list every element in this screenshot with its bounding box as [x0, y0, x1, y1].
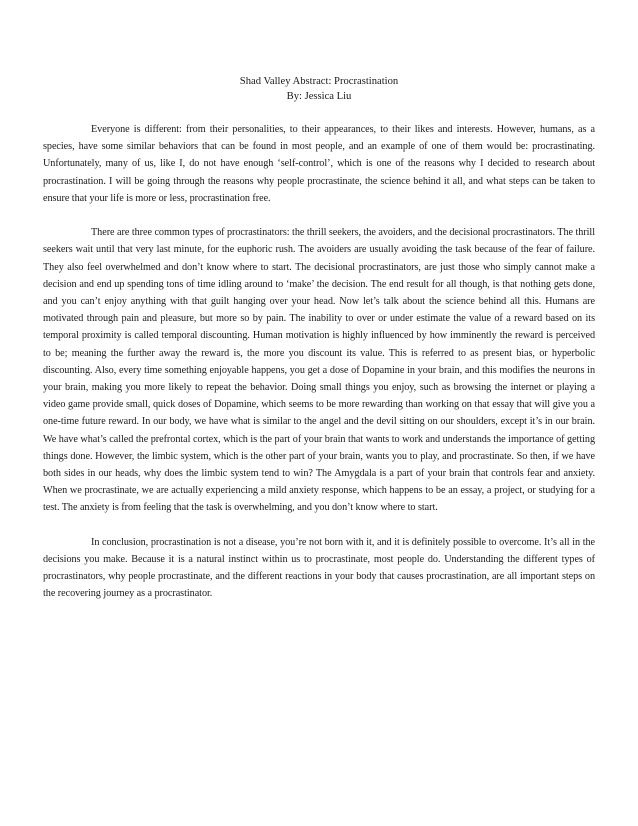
document-title: Shad Valley Abstract: Procrastination	[239, 76, 399, 87]
document-author: By: Jessica Liu	[286, 91, 352, 102]
document-body	[43, 121, 595, 620]
paragraph-introduction: Everyone is different: from their personalities, to their appearances, to their likes and interests. However, humans, as a species, have some similar behaviors that can be found in most people, and an example of one of them would be: procrastinating. Unfortunately, many of us, like I, do not have enough ‘self-control’, which is one of the reasons why I decided to research about procrastination. I will be going through the reasons why people procrastinate, the science behind it all, and what steps can be taken to ensure that your life is more or less, procrastination free.	[43, 124, 595, 204]
paragraph-types-and-science: There are three common types of procrastinators: the thrill seekers, the avoiders, and the decisional procrastinators. The thrill seekers wait until that very last minute, for the euphoric rush. The avoiders are usually avoiding the task because of the fear of failure. They also feel overwhelmed and don’t know where to start. The decisional procrastinators, are just those who simply cannot make a decision and end up spending tons of time idling around to ‘make’ the decision. The end result for all though, is that nothing gets done, and you can’t enjoy anything with that guilt hanging over your head. Now let’s talk about the science behind all this. Humans are motivated through pain and pleasure, but more so by pain. The inability to over or under estimate the value of a reward based on its temporal proximity is called temporal discounting. Human motivation is highly influenced by how imminently the reward is perceived to be; meaning the further away the reward is, the more you discount its value. This is referred to as present bias, or hyperbolic discounting. Also, every time something enjoyable happens, you get a dose of Dopamine in your brain, and this modifies the neurons in your brain, making you more likely to repeat the behavior. Doing small things you enjoy, such as browsing the internet or playing a video game provide small, quick doses of Dopamine, which seems to be more rewarding than working on that essay that will give you a one-time future reward. In our body, we have what is similar to the angel and the devil sitting on our shoulders, except it’s in our brain. We have what’s called the prefrontal cortex, which is the part of your brain that wants to work and understands the importance of getting things done. However, the limbic system, which is the other part of your brain, wants you to play, and procrastinate. So then, if we have both sides in our heads, why does the limbic system tend to win? The Amygdala is a part of your brain that controls fear and anxiety. When we procrastinate, we are actually experiencing a mild anxiety response, which happens to be an essay, a project, or studying for a test. The anxiety is from feeling that the task is overwhelming, and you don’t know where to start.	[43, 227, 595, 514]
paragraph-conclusion: In conclusion, procrastination is not a disease, you’re not born with it, and it is definitely possible to overcome. It’s all in the decisions you make. Because it is a natural instinct within us to procrastinate, most people do. Understanding the different types of procrastinators, why people procrastinate, and the different reactions in your body that causes procrastination, are all important steps on the recovering journey as a procrastinator.	[43, 536, 595, 600]
document-header	[0, 74, 638, 104]
